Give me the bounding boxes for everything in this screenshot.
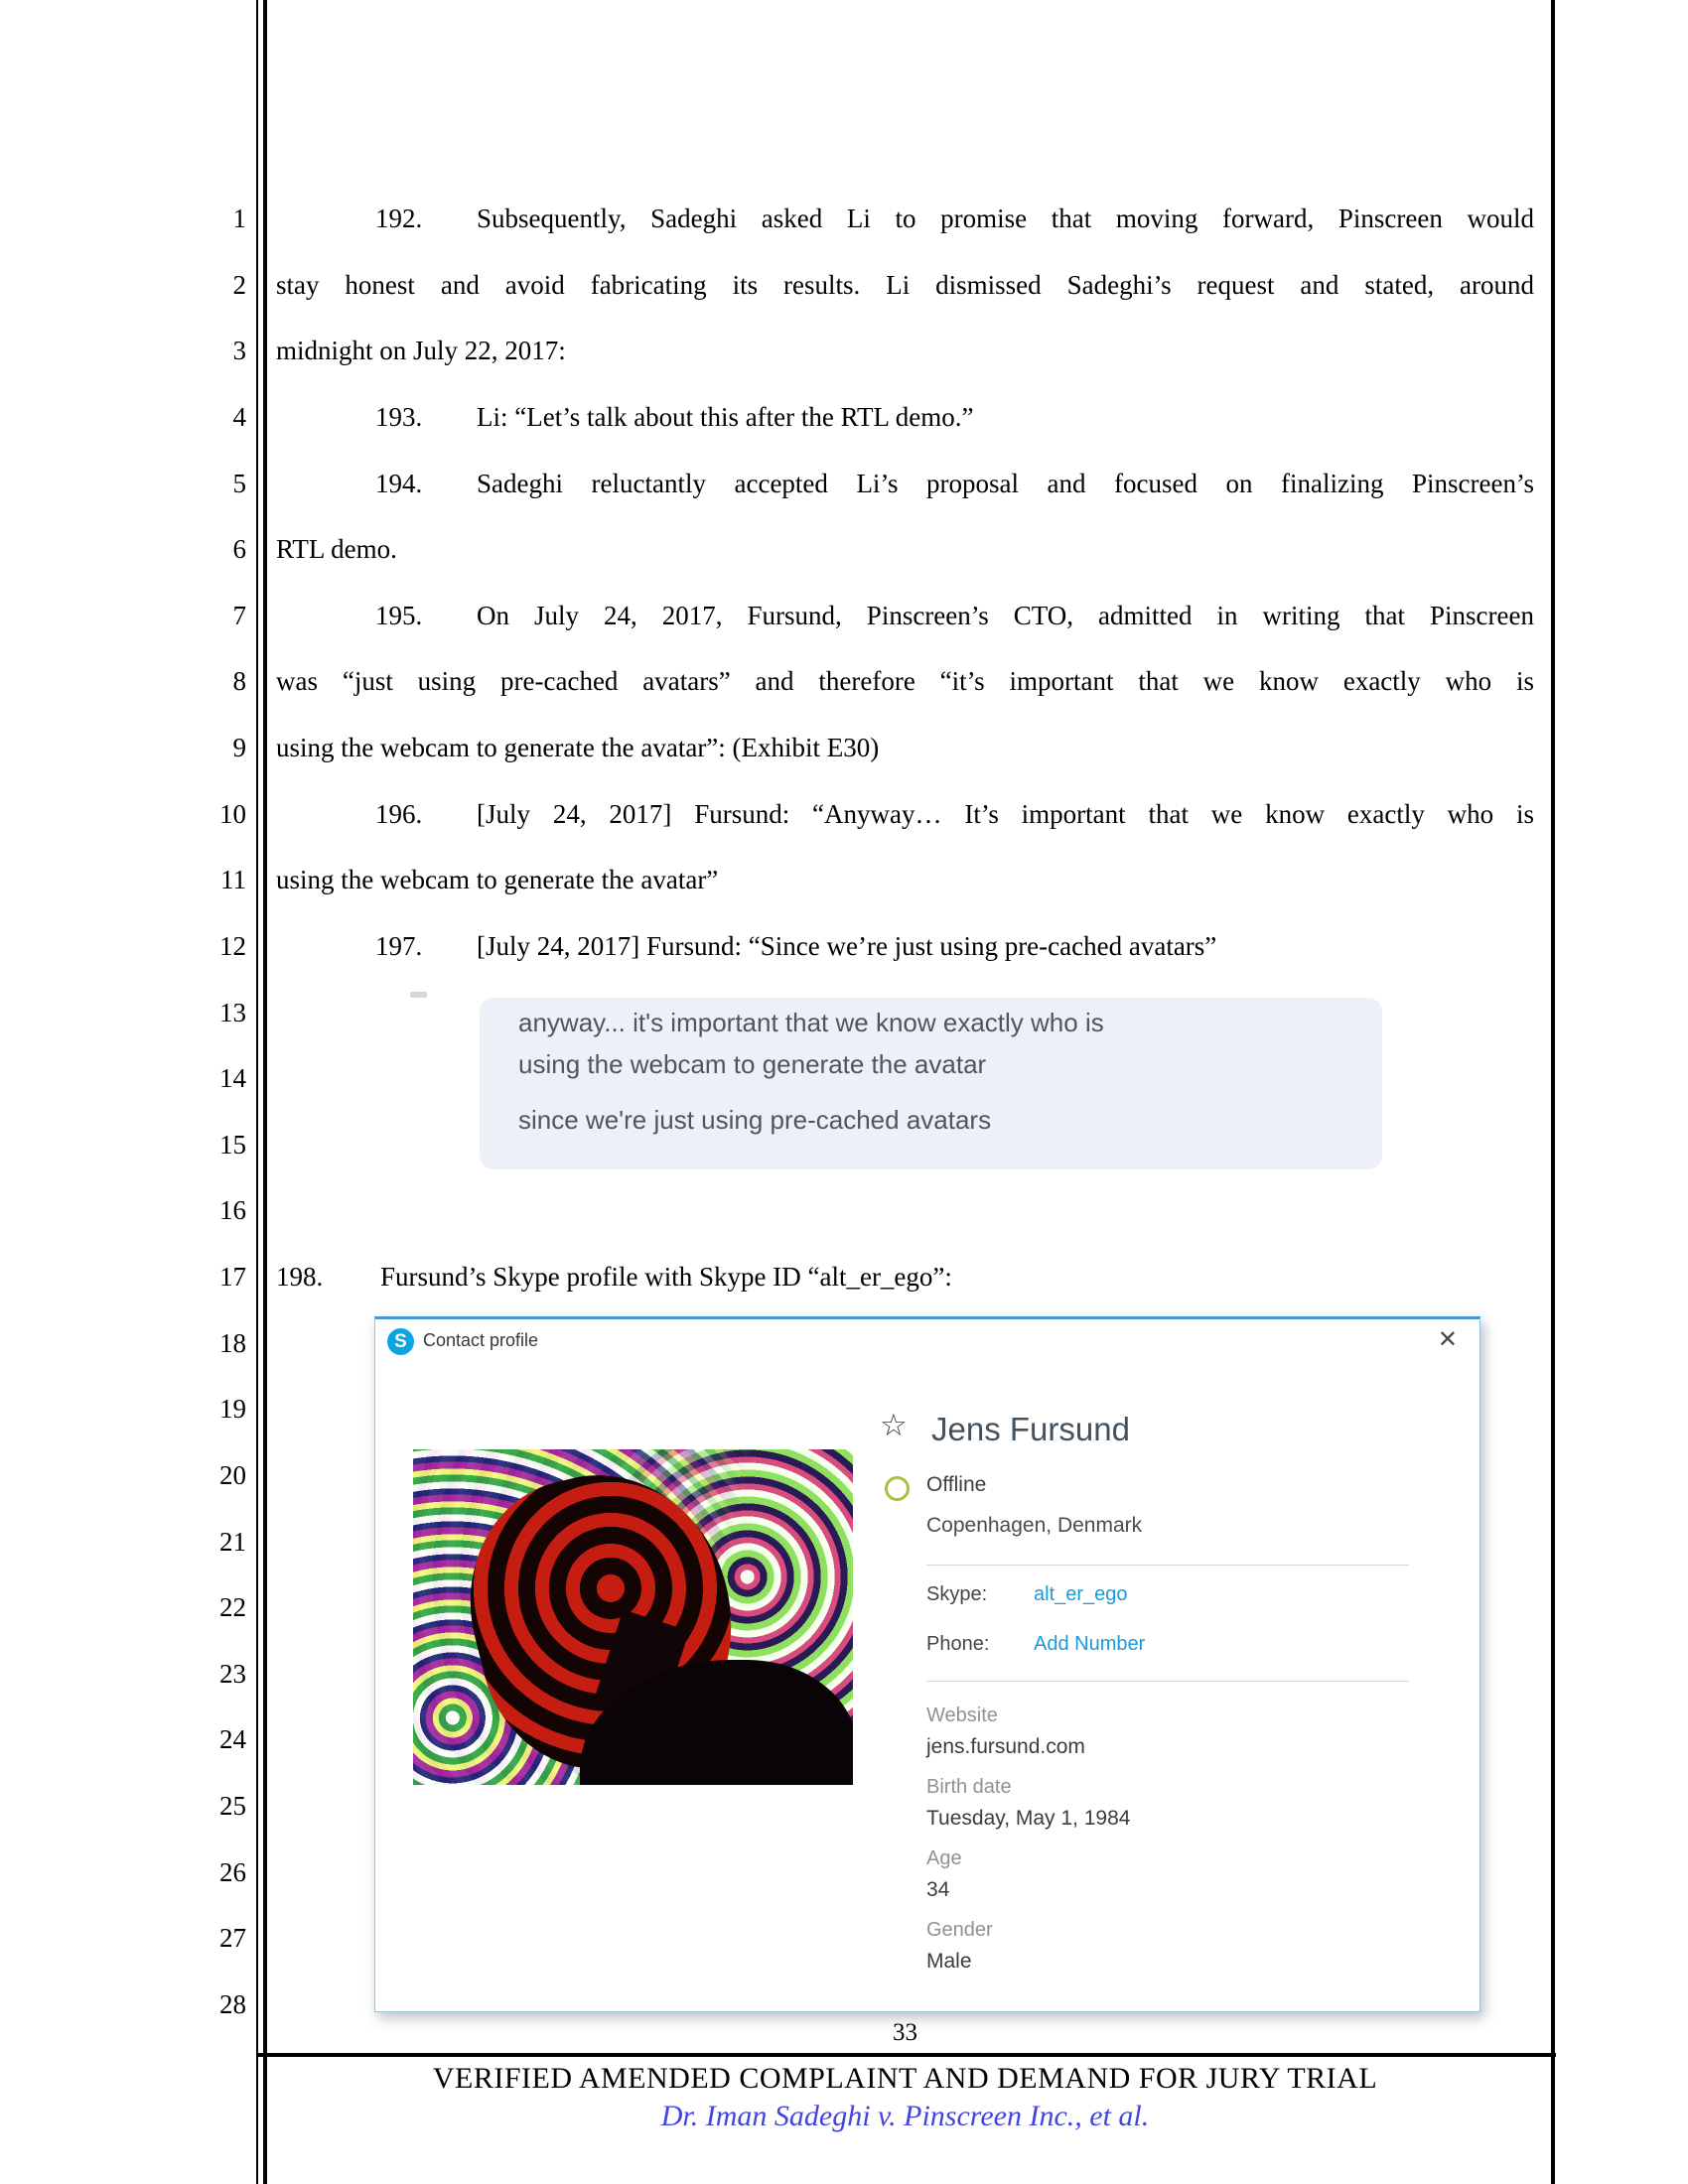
- line-number: 23: [219, 1658, 246, 1689]
- contact-row-link[interactable]: alt_er_ego: [1034, 1583, 1128, 1605]
- line-number: 3: [232, 336, 246, 366]
- line-number: 12: [219, 930, 246, 961]
- line-number: 2: [232, 269, 246, 300]
- paragraph-number: 194.: [375, 468, 423, 498]
- line-number: 10: [219, 798, 246, 829]
- paragraph-number: 198.: [276, 1262, 324, 1293]
- skype-logo-icon: S: [387, 1328, 414, 1355]
- contact-row-label: Skype:: [926, 1583, 988, 1605]
- line-number: 13: [219, 997, 246, 1027]
- divider: [926, 1681, 1409, 1682]
- offline-status-icon: [885, 1476, 910, 1501]
- line-number: 9: [232, 733, 246, 763]
- line-number: 7: [232, 600, 246, 630]
- document-line: midnight on July 22, 2017:: [276, 336, 566, 366]
- line-number: 22: [219, 1592, 246, 1623]
- page-number: 33: [893, 2019, 917, 2046]
- line-number: 8: [232, 666, 246, 697]
- left-margin-rule-inner: [263, 0, 267, 2184]
- document-line: 195. On July 24, 2017, Fursund, Pinscreen’s CTO, admitted in writing that Pinscreen: [276, 583, 1534, 648]
- profile-field-value: jens.fursund.com: [926, 1735, 1085, 1758]
- left-margin-rule-outer: [256, 0, 258, 2184]
- footer-rule: [257, 2053, 1556, 2057]
- skype-profile-details: [877, 1319, 1463, 2011]
- document-line: stay honest and avoid fabricating its results. Li dismissed Sadeghi’s request and stated, around: [276, 269, 1534, 300]
- line-number: 20: [219, 1459, 246, 1490]
- paragraph-number: 193.: [375, 401, 423, 432]
- footer-case-caption: Dr. Iman Sadeghi v. Pinscreen Inc., et al.: [660, 2100, 1150, 2132]
- line-number: 11: [220, 865, 246, 895]
- divider: [926, 1565, 1409, 1566]
- line-number: 21: [219, 1526, 246, 1557]
- line-number: 19: [219, 1394, 246, 1425]
- paragraph-number: 196.: [375, 798, 423, 829]
- contact-row: [926, 1583, 1128, 1606]
- line-number: 4: [232, 401, 246, 432]
- line-number: 15: [219, 1129, 246, 1160]
- line-number: 16: [219, 1195, 246, 1226]
- footer-title: VERIFIED AMENDED COMPLAINT AND DEMAND FOR JURY TRIAL: [432, 2062, 1378, 2095]
- profile-picture: [413, 1449, 853, 1785]
- skype-window-title: Contact profile: [423, 1330, 539, 1350]
- chat-avatar-artifact: [410, 992, 427, 998]
- skype-contact-profile-window: [374, 1316, 1480, 2012]
- document-line: using the webcam to generate the avatar”: [276, 865, 719, 895]
- document-line: 192. Subsequently, Sadeghi asked Li to promise that moving forward, Pinscreen would: [276, 186, 1534, 251]
- profile-field-label: Age: [926, 1847, 962, 1869]
- line-number: 25: [219, 1791, 246, 1822]
- document-line: 198. Fursund’s Skype profile with Skype ID “alt_er_ego”:: [276, 1244, 1534, 1309]
- line-number: 26: [219, 1856, 246, 1887]
- paragraph-number: 192.: [375, 204, 423, 233]
- contact-name: Jens Fursund: [931, 1411, 1130, 1447]
- line-number: 27: [219, 1923, 246, 1954]
- document-line: 194. Sadeghi reluctantly accepted Li’s proposal and focused on finalizing Pinscreen’s: [276, 451, 1534, 516]
- contact-status: Offline: [926, 1473, 987, 1496]
- right-margin-rule: [1551, 0, 1555, 2184]
- chat-message-line: using the webcam to generate the avatar: [518, 1049, 987, 1079]
- line-number: 14: [219, 1063, 246, 1094]
- profile-field-label: Website: [926, 1705, 998, 1726]
- favorite-star-icon[interactable]: ☆: [880, 1408, 908, 1442]
- profile-field-value: Male: [926, 1950, 972, 1973]
- line-number: 17: [219, 1262, 246, 1293]
- document-line: 193. Li: “Let’s talk about this after the RTL demo.”: [276, 384, 1534, 450]
- line-number: 24: [219, 1724, 246, 1755]
- contact-row: [926, 1633, 1145, 1656]
- profile-field-label: Gender: [926, 1919, 993, 1941]
- contact-row-label: Phone:: [926, 1633, 990, 1655]
- line-number: 1: [232, 204, 246, 233]
- line-number: 6: [232, 534, 246, 565]
- line-number: 5: [232, 468, 246, 498]
- document-line: 196. [July 24, 2017] Fursund: “Anyway… It’s important that we know exactly who is: [276, 781, 1534, 847]
- close-icon[interactable]: ✕: [1437, 1326, 1458, 1353]
- document-line: using the webcam to generate the avatar”: (Exhibit E30): [276, 733, 880, 763]
- contact-row-link[interactable]: Add Number: [1034, 1633, 1146, 1655]
- line-number: 18: [219, 1327, 246, 1358]
- document-line: RTL demo.: [276, 534, 397, 565]
- line-number: 28: [219, 1989, 246, 2019]
- profile-field-value: Tuesday, May 1, 1984: [926, 1807, 1131, 1830]
- paragraph-number: 197.: [375, 930, 423, 961]
- profile-field-label: Birth date: [926, 1776, 1012, 1798]
- paragraph-number: 195.: [375, 600, 423, 630]
- document-line: 197. [July 24, 2017] Fursund: “Since we’re just using pre-cached avatars”: [276, 913, 1534, 979]
- chat-message-line: since we're just using pre-cached avatars: [518, 1105, 992, 1135]
- chat-message-line: anyway... it's important that we know exactly who is: [518, 1008, 1104, 1037]
- document-line: was “just using pre-cached avatars” and therefore “it’s important that we know exactly who is: [276, 666, 1534, 697]
- contact-location: Copenhagen, Denmark: [926, 1514, 1143, 1537]
- profile-field-value: 34: [926, 1878, 950, 1901]
